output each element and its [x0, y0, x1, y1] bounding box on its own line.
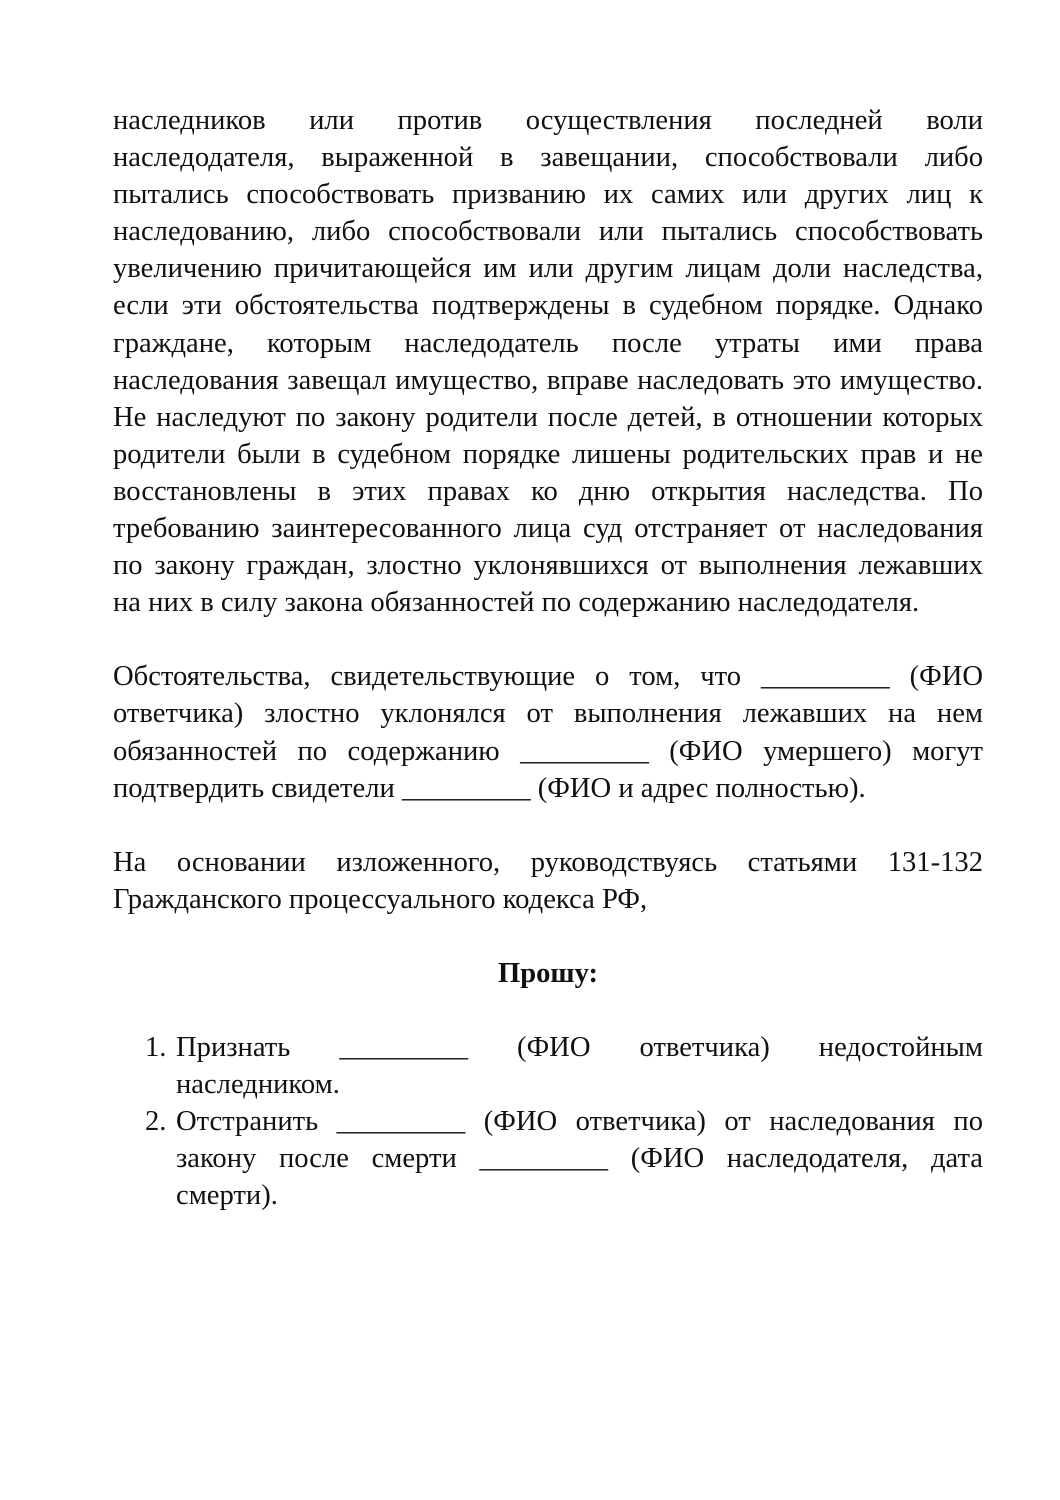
- paragraph-legal-basis: На основании изложенного, руководствуясь статьями 131-132 Гражданского процессуального кодекса РФ,: [113, 846, 983, 915]
- paragraph-witnesses: Обстоятельства, свидетельствующие о том, что _________ (ФИО ответчика) злостно уклонялся от выполнения лежавших на нем обязанностей по содержанию _________ (ФИО умершего) могут подтвердить свидетели _________ (ФИО и адрес полностью).: [113, 661, 983, 804]
- spacer: [113, 621, 983, 658]
- spacer: [113, 807, 983, 844]
- request-item: [113, 1103, 983, 1214]
- spacer: [113, 992, 983, 1029]
- request-list: [113, 1029, 983, 1214]
- request-heading: Прошу:: [497, 957, 599, 989]
- paragraph-grounds: наследников или против осуществления последней воли наследодателя, выраженной в завещании, способствовали либо пытались способствовать призванию их самих или других лиц к наследованию, либо способствовали или пытались способствовать увеличению причитающейся им или другим лицам доли наследства, если эти обстоятельства подтверждены в судебном порядке. Однако граждане, которым наследодатель после утраты ими права наследования завещал имущество, вправе наследовать это имущество. Не наследуют по закону родители после детей, в отношении которых родители были в судебном порядке лишены родительских прав и не восстановлены в этих правах ко дню открытия наследства. По требованию заинтересованного лица суд отстраняет от наследования по закону граждан, злостно уклонявшихся от выполнения лежавших на них в силу закона обязанностей по содержанию наследодателя.: [113, 105, 983, 619]
- request-number: 2.: [145, 1106, 167, 1138]
- request-number: 1.: [145, 1031, 167, 1063]
- request-text: Признать _________ (ФИО ответчика) недостойным наследником.: [176, 1031, 983, 1101]
- spacer: [113, 918, 983, 955]
- request-text: Отстранить _________ (ФИО ответчика) от наследования по закону после смерти _________ (ФИО наследодателя, дата смерти).: [176, 1106, 983, 1212]
- document-page: [113, 102, 983, 1214]
- request-item: [113, 1029, 983, 1103]
